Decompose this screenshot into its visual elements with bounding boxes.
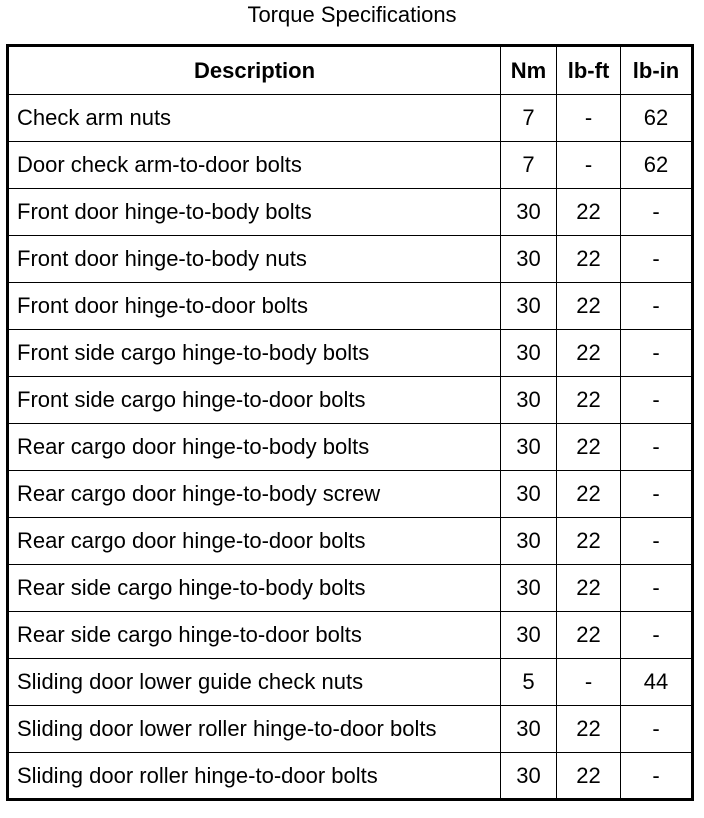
- table-row: [8, 612, 693, 659]
- cell-lbin: -: [621, 189, 693, 236]
- table-row: [8, 377, 693, 424]
- cell-nm: 30: [501, 612, 557, 659]
- cell-nm: 30: [501, 377, 557, 424]
- cell-description: Front door hinge-to-body bolts: [8, 189, 501, 236]
- torque-spec-table: [6, 44, 694, 801]
- cell-nm: 30: [501, 565, 557, 612]
- page-title: Torque Specifications: [247, 2, 457, 27]
- cell-lbin: 44: [621, 659, 693, 706]
- table-row: [8, 753, 693, 800]
- cell-lbft: -: [557, 142, 621, 189]
- cell-description: Door check arm-to-door bolts: [8, 142, 501, 189]
- cell-lbin: -: [621, 283, 693, 330]
- cell-lbft: 22: [557, 471, 621, 518]
- table-row: [8, 189, 693, 236]
- cell-nm: 30: [501, 330, 557, 377]
- cell-nm: 30: [501, 236, 557, 283]
- cell-lbin: 62: [621, 142, 693, 189]
- header-lbft: lb-ft: [557, 46, 621, 95]
- cell-description: Front side cargo hinge-to-body bolts: [8, 330, 501, 377]
- cell-lbin: -: [621, 330, 693, 377]
- cell-lbin: 62: [621, 95, 693, 142]
- cell-description: Sliding door lower guide check nuts: [8, 659, 501, 706]
- cell-lbin: -: [621, 377, 693, 424]
- cell-lbft: 22: [557, 753, 621, 800]
- cell-nm: 30: [501, 471, 557, 518]
- cell-lbin: -: [621, 424, 693, 471]
- table-row: [8, 659, 693, 706]
- table-row: [8, 330, 693, 377]
- cell-lbft: 22: [557, 565, 621, 612]
- cell-nm: 5: [501, 659, 557, 706]
- cell-nm: 30: [501, 518, 557, 565]
- table-row: [8, 518, 693, 565]
- cell-lbin: -: [621, 518, 693, 565]
- cell-nm: 7: [501, 142, 557, 189]
- table-row: [8, 565, 693, 612]
- header-nm: Nm: [501, 46, 557, 95]
- cell-lbft: 22: [557, 706, 621, 753]
- cell-description: Rear cargo door hinge-to-door bolts: [8, 518, 501, 565]
- cell-nm: 30: [501, 753, 557, 800]
- cell-description: Check arm nuts: [8, 95, 501, 142]
- table-row: [8, 706, 693, 753]
- cell-lbin: -: [621, 706, 693, 753]
- table-row: [8, 283, 693, 330]
- cell-description: Sliding door roller hinge-to-door bolts: [8, 753, 501, 800]
- header-lbin: lb-in: [621, 46, 693, 95]
- table-row: [8, 471, 693, 518]
- cell-lbin: -: [621, 612, 693, 659]
- cell-description: Rear cargo door hinge-to-body bolts: [8, 424, 501, 471]
- cell-lbft: 22: [557, 612, 621, 659]
- cell-lbin: -: [621, 753, 693, 800]
- cell-lbft: 22: [557, 330, 621, 377]
- cell-nm: 30: [501, 424, 557, 471]
- table-row: [8, 424, 693, 471]
- cell-lbft: 22: [557, 189, 621, 236]
- cell-nm: 7: [501, 95, 557, 142]
- cell-nm: 30: [501, 706, 557, 753]
- cell-lbft: 22: [557, 518, 621, 565]
- cell-lbin: -: [621, 236, 693, 283]
- table-row: [8, 142, 693, 189]
- cell-description: Rear cargo door hinge-to-body screw: [8, 471, 501, 518]
- cell-description: Rear side cargo hinge-to-door bolts: [8, 612, 501, 659]
- cell-nm: 30: [501, 283, 557, 330]
- table-header-row: [8, 46, 693, 95]
- cell-nm: 30: [501, 189, 557, 236]
- header-description: Description: [8, 46, 501, 95]
- cell-lbft: 22: [557, 236, 621, 283]
- cell-description: Front side cargo hinge-to-door bolts: [8, 377, 501, 424]
- cell-lbin: -: [621, 471, 693, 518]
- cell-lbft: -: [557, 659, 621, 706]
- cell-description: Front door hinge-to-door bolts: [8, 283, 501, 330]
- table-row: [8, 236, 693, 283]
- cell-lbft: 22: [557, 283, 621, 330]
- cell-lbft: -: [557, 95, 621, 142]
- cell-lbin: -: [621, 565, 693, 612]
- cell-lbft: 22: [557, 377, 621, 424]
- cell-description: Rear side cargo hinge-to-body bolts: [8, 565, 501, 612]
- cell-lbft: 22: [557, 424, 621, 471]
- table-row: [8, 95, 693, 142]
- cell-description: Front door hinge-to-body nuts: [8, 236, 501, 283]
- cell-description: Sliding door lower roller hinge-to-door bolts: [8, 706, 501, 753]
